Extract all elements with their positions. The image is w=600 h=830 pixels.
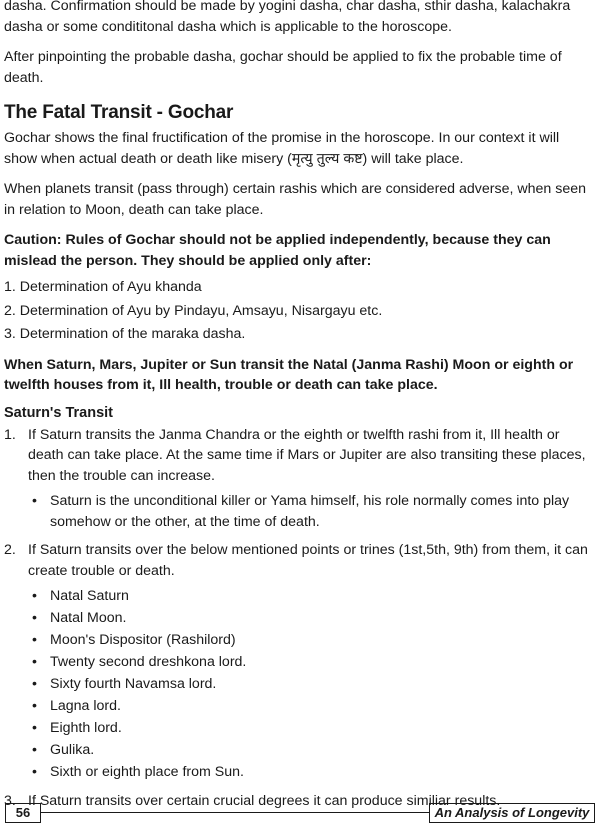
list-item: [4, 608, 594, 629]
list-item: [4, 491, 594, 532]
item-text: If Saturn transits the Janma Chandra or the eighth or twelfth rashi from it, Ill health or death can take place. At the same time if Mars or Jupiter are also transiting these places, then the trouble can increase.: [28, 426, 586, 484]
bullet-text: Gulika.: [50, 742, 95, 758]
saturn-item-2: [4, 540, 594, 783]
saturn-item-2-bullets: [4, 586, 594, 783]
item-text: If Saturn transits over the below mentioned points or trines (1st,5th, 9th) from them, it can create trouble or death.: [28, 542, 588, 579]
bullet-text: Eighth lord.: [50, 720, 122, 736]
page-footer: [5, 803, 595, 823]
bullet-icon: •: [32, 654, 37, 670]
bullet-text: Sixty fourth Navamsa lord.: [50, 676, 217, 692]
bullet-icon: •: [32, 493, 37, 509]
bullet-text: Lagna lord.: [50, 698, 121, 714]
step-item: 1. Determination of Ayu khanda: [4, 279, 202, 295]
bullet-icon: •: [32, 742, 37, 758]
item-number: 2.: [4, 542, 16, 558]
list-item: [4, 740, 594, 761]
list-item: [4, 718, 594, 739]
bullet-icon: •: [32, 676, 37, 692]
bullet-text: Twenty second dreshkona lord.: [50, 654, 247, 670]
saturn-item-1: [4, 425, 594, 533]
gochar-paragraph-2: When planets transit (pass through) certain rashis which are considered adverse, when seen in relation to Moon, death can take place.: [4, 181, 586, 218]
page-content: [4, 0, 594, 819]
section-heading: The Fatal Transit - Gochar: [4, 102, 234, 123]
list-item: [4, 652, 594, 673]
item-text: If Saturn transits over certain crucial degrees it can produce similiar results.: [28, 792, 501, 809]
bullet-icon: •: [32, 610, 37, 626]
saturn-heading: Saturn's Transit: [4, 404, 114, 421]
list-item: [4, 586, 594, 607]
item-number: 3.: [4, 792, 16, 809]
list-item: [4, 762, 594, 783]
steps-list: [4, 277, 594, 345]
item-number: 1.: [4, 426, 16, 443]
list-item: [4, 674, 594, 695]
bullet-text: Sixth or eighth place from Sun.: [50, 764, 244, 780]
saturn-list: [4, 425, 594, 812]
step-item: 3. Determination of the maraka dasha.: [4, 326, 246, 342]
bullet-icon: •: [32, 588, 37, 604]
bullet-icon: •: [32, 720, 37, 736]
bullet-text: Natal Saturn: [50, 588, 129, 604]
page-number: 56: [5, 803, 41, 823]
book-title: An Analysis of Longevity: [429, 803, 595, 823]
bullet-text: Saturn is the unconditional killer or Yama himself, his role normally comes into play somehow or the other, at the time of death.: [50, 493, 570, 530]
bullet-text: Moon's Dispositor (Rashilord): [50, 632, 236, 648]
intro-paragraph-1: dasha. Confirmation should be made by yogini dasha, char dasha, sthir dasha, kalachakra dasha or some condititonal dasha which is applicable to the horoscope.: [4, 0, 571, 35]
intro-paragraph-2: After pinpointing the probable dasha, gochar should be applied to fix the probable time of death.: [4, 49, 562, 86]
list-item: [4, 630, 594, 651]
caution-paragraph: Caution: Rules of Gochar should not be applied independently, because they can mislead the person. They should be applied only after:: [4, 232, 551, 269]
bullet-icon: •: [32, 632, 37, 648]
bullet-text: Natal Moon.: [50, 610, 127, 626]
list-item: [4, 696, 594, 717]
bullet-icon: •: [32, 698, 37, 714]
transit-rule: When Saturn, Mars, Jupiter or Sun transit the Natal (Janma Rashi) Moon or eighth or twelfth houses from it, Ill health, trouble or death can take place.: [4, 356, 574, 393]
step-item: 2. Determination of Ayu by Pindayu, Amsayu, Nisargayu etc.: [4, 302, 383, 319]
saturn-item-1-bullets: [4, 491, 594, 532]
gochar-paragraph-1: Gochar shows the final fructification of the promise in the horoscope. In our context it will show when actual death or death like misery (मृत्यु तुल्य कष्ट) will take place.: [4, 130, 560, 167]
footer-divider: [41, 812, 429, 813]
bullet-icon: •: [32, 764, 37, 780]
